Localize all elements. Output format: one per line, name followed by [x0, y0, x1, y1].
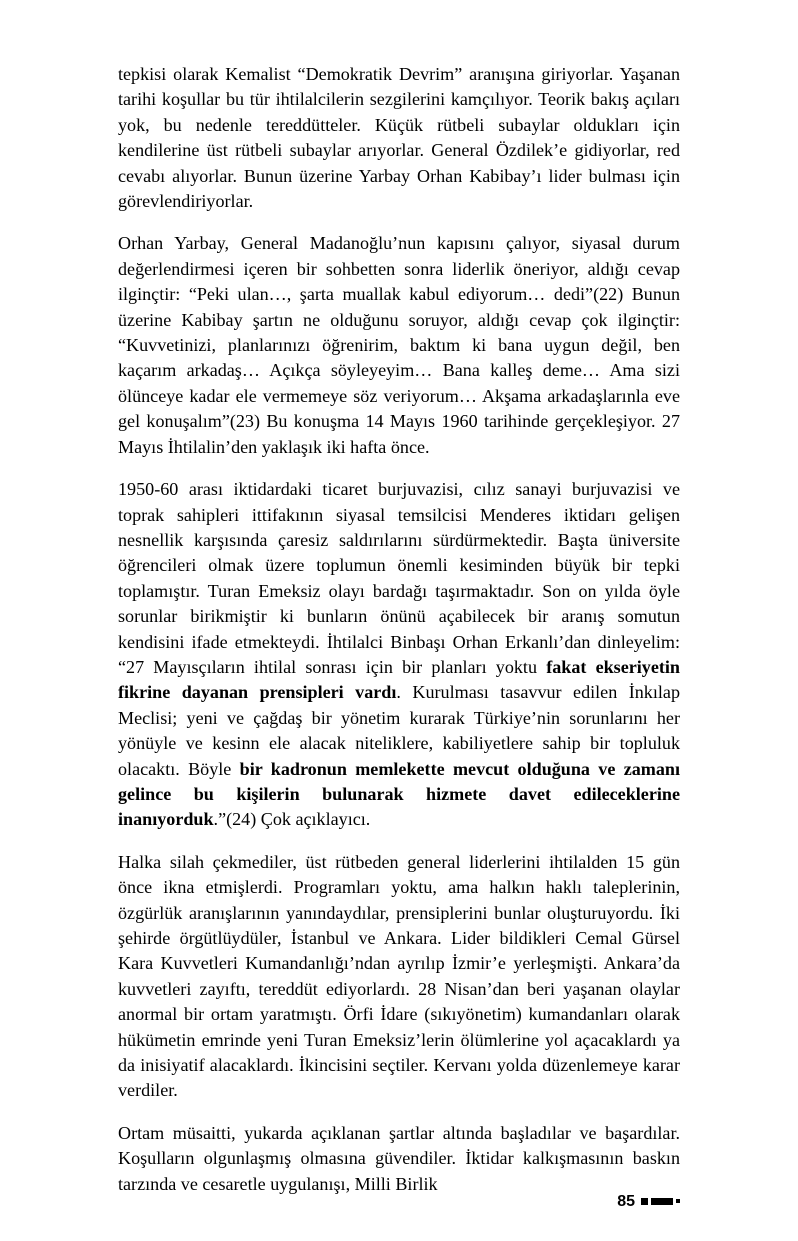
emphasis-text: fakat ekseriyetin fikrine dayanan prensipleri vardı [118, 656, 680, 703]
footer-ornament-icon [641, 1198, 680, 1207]
page-footer [617, 1193, 680, 1211]
paragraph: Halka silah çekmediler, üst rütbeden general liderlerini ihtilalden 15 gün önce ikna etmişlerdi. Programları yoktu, ama halkın haklı taleplerinin, özgürlük aranışlarının yanındaydılar, prensiplerini bunlar oluşturuyordu. İki şehirde örgütlüydüler, İstanbul ve Ankara. Lider bildikleri Cemal Gürsel Kara Kuvvetleri Kumandanlığı’ndan ayrılıp İzmir’e yerleşmişti. Ankara’da kuvvetleri zayıftı, tereddüt ediyorlardı. 28 Nisan’dan beri yaşanan olaylar anormal bir ortam yaratmıştı. Örfi İdare (sıkıyönetim) kumandanları olarak hükümetin emrinde yeni Turan Emeksiz’lerin ölümlerine yol açacaklardı ya da inisiyatif alacaklardı. İkincisini seçtiler. Kervanı yolda düzenlemeye karar verdiler. [118, 851, 680, 1101]
body-text-column [118, 62, 680, 1197]
emphasis-text: bir kadronun memlekette mevcut olduğuna ve zamanı gelince bu kişilerin bulunarak hizmete davet edileceklerine inanıyorduk [118, 758, 680, 830]
paragraph: Orhan Yarbay, General Madanoğlu’nun kapısını çalıyor, siyasal durum değerlendirmesi içeren bir sohbetten sonra liderlik öneriyor, aldığı cevap ilginçtir: “Peki ulan…, şarta muallak kabul ediyorum… dedi”(22) Bunun üzerine Kabibay şartın ne olduğunu soruyor, aldığı cevap çok ilginçtir: “Kuvvetinizi, planlarınızı öğrenirim, baktım ki bana uygun değil, ben kaçarım arkadaş… Açıkça söyleyeyim… Bana kalleş deme… Ama sizi ölünceye kadar ele vermemeye söz veriyorum… Akşama arkadaşlarınla eve gel konuşalım”(23) Bu konuşma 14 Mayıs 1960 tarihinde gerçekleşiyor. 27 Mayıs İhtilalin’den yaklaşık iki hafta önce. [118, 233, 680, 457]
paragraph: tepkisi olarak Kemalist “Demokratik Devrim” aranışına giriyorlar. Yaşanan tarihi koşullar bu tür ihtilalcilerin sezgilerini kamçılıyor. Teorik bakış açıları yok, bu nedenle tereddütteler. Küçük rütbeli subaylar oldukları için kendilerine üst rütbeli subaylar arıyorlar. General Özdilek’e gidiyorlar, red cevabı alıyorlar. Bunun üzerine Yarbay Orhan Kabibay’ı lider bulması için görevlendiriyorlar. [118, 64, 680, 212]
page-number: 85 [617, 1193, 635, 1210]
paragraph: Ortam müsaitti, yukarda açıklanan şartlar altında başladılar ve başardılar. Koşulların olgunlaşmış olmasına güvendiler. İktidar kalkışmasının baskın tarzında ve cesaretle uygulanışı, Milli Birlik [118, 1122, 680, 1194]
paragraph: 1950-60 arası iktidardaki ticaret burjuvazisi, cılız sanayi burjuvazisi ve toprak sahipleri ittifakının siyasal temsilcisi Menderes iktidarı gelişen nesnellik karşısında çaresiz saldırılarını sürdürmektedir. Başta üniversite öğrencileri olmak üzere toplumun önemli kesiminden büyük bir tepki toplamıştır. Turan Emeksiz olayı bardağı taşırmaktadır. Son on yılda öyle sorunlar birikmiştir ki bunların önünü açabilecek bir aranış somutun kendisini ifade etmekteydi. İhtilalci Binbaşı Orhan Erkanlı’dan dinleyelim: “27 Mayısçıların ihtilal sonrası için bir planları yoktu fakat ekseriyetin fikrine dayanan prensipleri vardı. Kurulması tasavvur edilen İnkılap Meclisi; yeni ve çağdaş bir yönetim kurarak Türkiye’nin sorunlarını her yönüyle ve kesinn ele alacak niteliklere, kabiliyetlere sahip bir topluluk olacaktı. Böyle bir kadronun memlekette mevcut olduğuna ve zamanı gelince bu kişilerin bulunarak hizmete davet edileceklerine inanıyorduk.”(24) Çok açıklayıcı. [118, 479, 680, 830]
